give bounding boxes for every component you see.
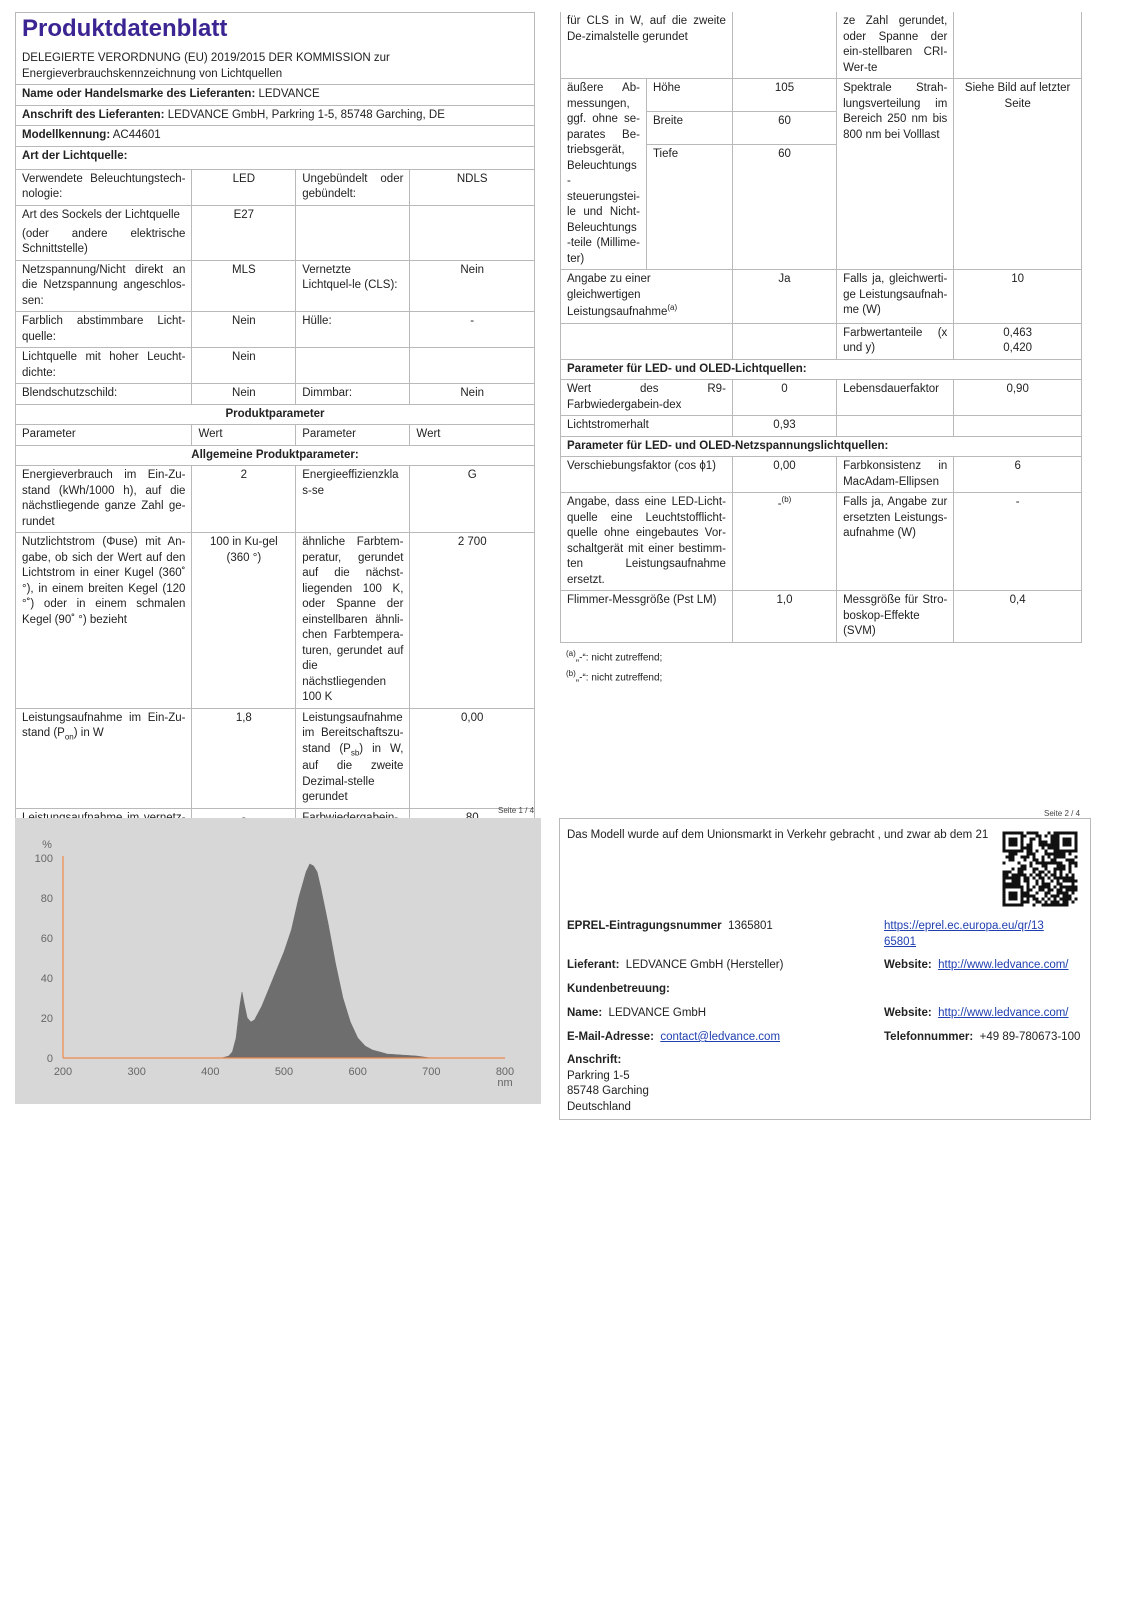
- cell-label: (oder andere elektrische Schnittstelle): [22, 227, 186, 256]
- eprel-label: EPREL-Eintragungsnummer: [567, 920, 722, 932]
- table-row: [561, 323, 1082, 359]
- cell-label: Flimmer-Messgröße (Pst LM): [561, 591, 733, 643]
- supplier-value: LEDVANCE GmbH (Hersteller): [625, 959, 784, 971]
- name-value: LEDVANCE GmbH: [608, 1007, 707, 1019]
- table-row: [16, 206, 535, 261]
- address-line: Parkring 1-5: [567, 1069, 630, 1082]
- contact-page: [559, 818, 1091, 1120]
- cell-label: Vernetzte Lichtquel-le (CLS):: [296, 260, 410, 312]
- dimension-name: Breite: [646, 112, 732, 145]
- phone-value: +49 89-780673-100: [979, 1031, 1081, 1043]
- chroma-y: 0,420: [1003, 342, 1033, 355]
- cell-value: Nein: [410, 384, 535, 405]
- table-row: [16, 169, 535, 205]
- cell-value: 0,4: [954, 591, 1082, 643]
- cell-value: NDLS: [410, 169, 535, 205]
- cell-label: Farbwertanteile (x und y): [837, 323, 954, 359]
- column-header: Wert: [410, 425, 535, 446]
- section-heading: Allgemeine Produktparameter:: [16, 445, 535, 466]
- table-row: [16, 533, 535, 709]
- column-header: Parameter: [16, 425, 192, 446]
- cell-label: ze Zahl gerundet, oder Spanne der ein-stellbaren CRI-Wer-te: [837, 12, 954, 79]
- contact-box: [559, 818, 1091, 1120]
- cell-value: -: [777, 498, 782, 511]
- cell-value: Nein: [192, 312, 296, 348]
- dimension-value: 60: [732, 112, 836, 145]
- table-row: [561, 416, 1082, 437]
- cell-value: 100 in Ku-gel (360 °): [192, 533, 296, 709]
- cell-value: 0,93: [732, 416, 836, 437]
- cell-value: 0,00: [410, 708, 535, 808]
- website-link[interactable]: http://www.ledvance.com/: [938, 959, 1069, 971]
- qr-code-icon[interactable]: [1001, 830, 1079, 908]
- chart-background: [15, 818, 541, 1104]
- table-row: [561, 493, 1082, 591]
- footnote-ref: (b): [781, 495, 792, 505]
- y-tick-label: 100: [34, 853, 53, 865]
- chroma-x: 0,463: [1003, 326, 1033, 339]
- table-row: [561, 12, 1082, 79]
- x-tick-label: 300: [127, 1066, 146, 1078]
- cell-value: 0: [732, 380, 836, 416]
- email-label: E-Mail-Adresse:: [567, 1031, 654, 1043]
- cell-label: Hülle:: [296, 312, 410, 348]
- footnote: [560, 649, 1082, 665]
- cell-value: G: [410, 466, 535, 533]
- table-row: [561, 270, 1082, 323]
- cell-label: Dimmbar:: [296, 384, 410, 405]
- cell-label: Leistungsaufnahme im Bereitschaftszu-stand (P: [302, 711, 404, 755]
- cell-value: LED: [192, 169, 296, 205]
- cell-value: 0,90: [954, 380, 1082, 416]
- supplier-label: Name oder Handelsmarke des Lieferanten:: [22, 88, 256, 101]
- table-row: [16, 384, 535, 405]
- cell-label: Angabe, dass eine LED-Licht-quelle eine Leuchtstofflicht-quelle ohne eingebautes Vor-schaltgerät mit einer bestimm-ten Leistungsaufnahme ersetzt.: [561, 493, 733, 591]
- cell-label: Falls ja, gleichwerti-ge Leistungsaufnah-me (W): [837, 270, 954, 323]
- table-row: [561, 591, 1082, 643]
- cell-value: 2: [192, 466, 296, 533]
- table-row: [16, 260, 535, 312]
- subscript: on: [64, 732, 74, 742]
- cell-value: Nein: [410, 260, 535, 312]
- address-label: Anschrift:: [567, 1054, 622, 1066]
- section-heading: Parameter für LED- und OLED-Lichtquellen:: [561, 359, 1082, 380]
- cell-label: Leistungsaufnahme im Ein-Zu-stand (P: [22, 711, 186, 740]
- spectrum-area: [221, 864, 431, 1058]
- section-heading: Parameter für LED- und OLED-Netzspannungslichtquellen:: [561, 436, 1082, 457]
- table-row: [16, 466, 535, 533]
- cell-label: für CLS in W, auf die zweite De-zimalstelle gerundet: [561, 12, 733, 79]
- footnote-marker: (b): [566, 668, 576, 678]
- cell-label: Farblich abstimmbare Licht-quelle:: [16, 312, 192, 348]
- table-row: [16, 312, 535, 348]
- cell-label: Spektrale Strah-lungsverteilung im Bereich 250 nm bis 800 nm bei Volllast: [837, 79, 954, 270]
- subscript: sb: [350, 748, 360, 758]
- cell-value: Siehe Bild auf letzter Seite: [954, 79, 1082, 270]
- column-header: Wert: [192, 425, 296, 446]
- cell-label: Farbkonsistenz in MacAdam-Ellipsen: [837, 457, 954, 493]
- column-header: Parameter: [296, 425, 410, 446]
- footnote-marker: (a): [566, 648, 576, 658]
- name-label: Name:: [567, 1007, 603, 1019]
- supplier-label: Lieferant:: [567, 959, 620, 971]
- cell-value: 2 700: [410, 533, 535, 709]
- website-link[interactable]: http://www.ledvance.com/: [938, 1007, 1069, 1019]
- y-tick-label: 60: [40, 933, 53, 945]
- model-label: Modellkennung:: [22, 129, 111, 142]
- cell-label: Wert des R9-Farbwiedergabein-dex: [561, 380, 733, 416]
- x-tick-label: 500: [274, 1066, 294, 1078]
- footnote-text: „-“: nicht zutreffend;: [575, 672, 663, 684]
- address-label: Anschrift des Lieferanten:: [22, 108, 165, 121]
- table-row: [561, 457, 1082, 493]
- cell-value: 10: [954, 270, 1082, 323]
- cell-value: MLS: [192, 260, 296, 312]
- customer-service-label: Kundenbetreuung:: [567, 983, 670, 995]
- spectral-distribution-chart: [15, 818, 541, 1104]
- cell-label: ähnliche Farbtem-peratur, gerundet auf die nächst-liegenden 100 K, oder Spanne der einstellbaren ähnli-chen Farbtempera-turen, gerundet auf die nächstliegenden 100 K: [296, 533, 410, 709]
- email-link[interactable]: contact@ledvance.com: [660, 1031, 781, 1043]
- address-line: Deutschland: [567, 1100, 631, 1113]
- cell-label: ) in W: [73, 727, 104, 740]
- cell-label: Verschiebungsfaktor (cos ϕ1): [561, 457, 733, 493]
- dimension-value: 105: [732, 79, 836, 112]
- cell-label: Netzspannung/Nicht direkt an die Netzspannung angeschlos-sen:: [16, 260, 192, 312]
- datasheet-table-2: [560, 12, 1082, 643]
- website-label: Website:: [884, 1007, 932, 1019]
- datasheet-page-1: [15, 12, 535, 804]
- y-tick-label: 20: [40, 1013, 53, 1025]
- page-number: Seite 1 / 4: [498, 806, 535, 815]
- x-tick-label: 800: [495, 1066, 515, 1078]
- table-header-row: [16, 425, 535, 446]
- x-axis-label: nm: [497, 1077, 513, 1089]
- cell-label: Angabe zu einer gleichwertigen Leistungsaufnahme: [567, 273, 668, 319]
- address-line: 85748 Garching: [567, 1085, 649, 1098]
- datasheet-page-2: [560, 12, 1082, 684]
- dimensions-label: äußere Ab-messungen, ggf. ohne se-parates Be-triebsgerät, Beleuchtungs-steuerungstei-le und Nicht-Beleuchtungs-teile (Millime-ter): [561, 79, 647, 270]
- x-tick-label: 700: [422, 1066, 441, 1078]
- website-label: Website:: [884, 959, 932, 971]
- cell-label: Energieverbrauch im Ein-Zu-stand (kWh/1000 h), auf die nächstliegende ganze Zahl ge-rundet: [16, 466, 192, 533]
- cell-value: 6: [954, 457, 1082, 493]
- cell-value: 1,8: [192, 708, 296, 808]
- page-number: Seite 2 / 4: [1044, 809, 1081, 818]
- cell-label: Messgröße für Stro-boskop-Effekte (SVM): [837, 591, 954, 643]
- y-tick-label: 40: [40, 973, 53, 985]
- market-date-text: Das Modell wurde auf dem Unionsmarkt in Verkehr gebracht , und zwar ab dem 21: [567, 829, 989, 841]
- datasheet-table-1: [15, 12, 535, 876]
- cell-label: Verwendete Beleuchtungstech-nologie:: [16, 169, 192, 205]
- phone-label: Telefonnummer:: [884, 1031, 974, 1043]
- cell-value: Nein: [192, 348, 296, 384]
- cell-label: Lichtstromerhalt: [561, 416, 733, 437]
- cell-label: Lebensdauerfaktor: [837, 380, 954, 416]
- dimension-value: 60: [732, 145, 836, 270]
- supplier-value: LEDVANCE: [258, 88, 320, 101]
- y-tick-label: 0: [46, 1053, 53, 1065]
- footnote: [560, 669, 1082, 685]
- cell-label: Energieeffizienzklas-se: [296, 466, 410, 533]
- eprel-link[interactable]: https://eprel.ec.europa.eu/qr/13: [884, 920, 1044, 932]
- cell-label: Lichtquelle mit hoher Leucht-dichte:: [16, 348, 192, 384]
- cell-label: Ungebündelt oder gebündelt:: [296, 169, 410, 205]
- cell-label: Art des Sockels der Lichtquelle: [22, 209, 180, 221]
- page-title: Produktdatenblatt: [22, 15, 228, 42]
- cell-value: 0,00: [732, 457, 836, 493]
- table-row: [16, 708, 535, 808]
- light-source-type-label: Art der Lichtquelle:: [22, 149, 128, 162]
- cell-value: E27: [192, 206, 296, 261]
- eprel-link-continued[interactable]: 65801: [884, 935, 916, 948]
- y-axis-label: %: [42, 839, 52, 851]
- footnote-text: „-“: nicht zutreffend;: [575, 652, 663, 664]
- cell-label: Falls ja, Angabe zur ersetzten Leistungs-aufnahme (W): [837, 493, 954, 591]
- cell-label: Blendschutzschild:: [16, 384, 192, 405]
- cell-value: 1,0: [732, 591, 836, 643]
- cell-value: Ja: [732, 270, 836, 323]
- cell-value: Nein: [192, 384, 296, 405]
- eprel-value: 1365801: [728, 920, 773, 932]
- footnote-ref: (a): [667, 303, 678, 313]
- section-heading: Produktparameter: [16, 404, 535, 425]
- table-row: [561, 380, 1082, 416]
- y-tick-label: 80: [40, 893, 53, 905]
- cell-label: Nutzlichtstrom (Φuse) mit An-gabe, ob sich der Wert auf den Lichtstrom in einer Kugel (360˚ °), in einem breiten Kegel (120 °˚) oder in einem schmalen Kegel (90˚ °) bezieht: [16, 533, 192, 709]
- cell-value: -: [410, 312, 535, 348]
- table-row: [561, 79, 1082, 112]
- table-row: [16, 348, 535, 384]
- x-tick-label: 400: [201, 1066, 220, 1078]
- dimension-name: Tiefe: [646, 145, 732, 270]
- spectrum-chart-panel: [15, 818, 541, 1104]
- address-value: LEDVANCE GmbH, Parkring 1-5, 85748 Garching, DE: [167, 108, 445, 121]
- model-value: AC44601: [112, 129, 161, 142]
- cell-value: -: [954, 493, 1082, 591]
- x-tick-label: 600: [348, 1066, 367, 1078]
- dimension-name: Höhe: [646, 79, 732, 112]
- regulation-text: DELEGIERTE VERORDNUNG (EU) 2019/2015 DER KOMMISSION zur Energieverbrauchskennzeichnung von Lichtquellen: [22, 52, 390, 80]
- x-tick-label: 200: [53, 1066, 73, 1078]
- cell-label: ) in W, auf die zweite Dezimal-stelle gerundet: [302, 742, 404, 804]
